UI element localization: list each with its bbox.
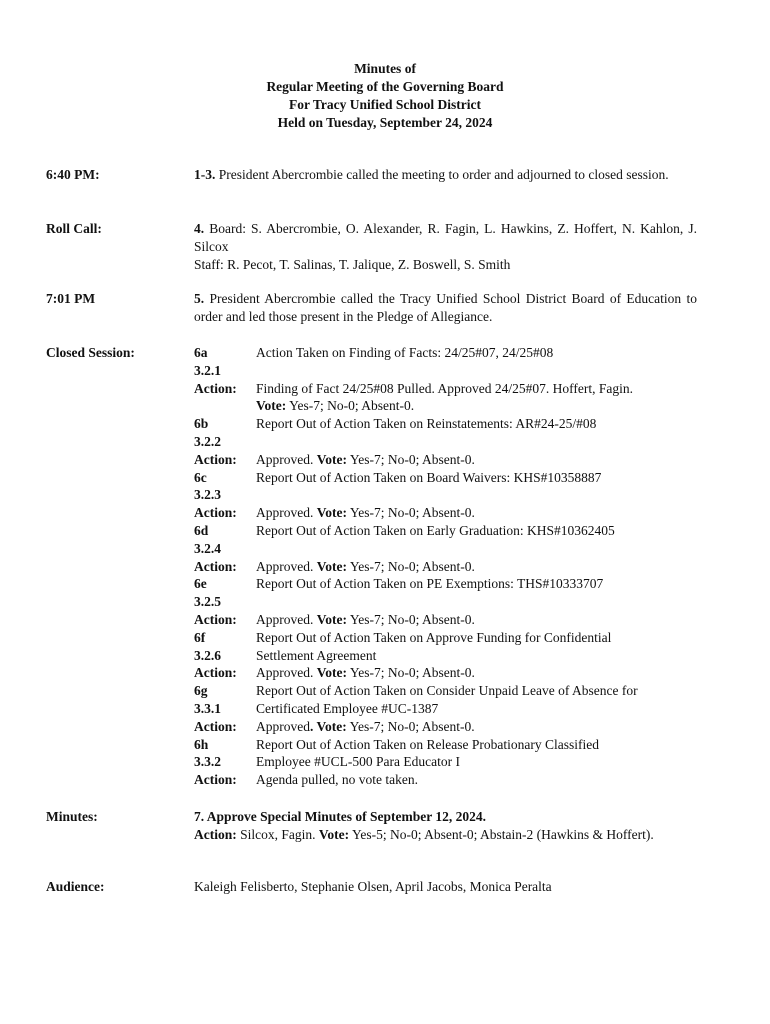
row-value — [256, 433, 697, 451]
section-label: Minutes: — [46, 809, 98, 824]
row-value — [256, 682, 697, 700]
row-value-text: Report Out of Action Taken on Release Probationary Classified — [256, 736, 599, 752]
row-value-text: Report Out of Action Taken on PE Exemptions: THS#10333707 — [256, 576, 604, 592]
row-key: 3.2.4 — [194, 540, 221, 556]
row-value-text: Finding of Fact 24/25#08 Pulled. Approved 24/25#07. Hoffert, Fagin. — [256, 380, 633, 396]
closed-session-row — [194, 469, 697, 487]
minutes-heading: 7. Approve Special Minutes of September 12, 2024. — [194, 809, 486, 824]
vote-label: Vote: — [256, 398, 287, 414]
row-key: Action: — [194, 505, 237, 521]
row-key: 6f — [194, 629, 206, 645]
vote-label: Vote: — [318, 827, 350, 842]
row-key: 3.2.5 — [194, 594, 221, 610]
row-value-text: Report Out of Action Taken on Board Waivers: KHS#10358887 — [256, 469, 602, 485]
row-value — [256, 380, 697, 398]
section-body — [194, 290, 697, 326]
row-key: 3.2.1 — [194, 362, 221, 378]
row-value-prefix: Approved. — [256, 505, 317, 521]
vote-label: Vote: — [316, 611, 347, 627]
item-text: President Abercrombie called the meeting to order and adjourned to closed session. — [215, 167, 669, 182]
document-title — [0, 60, 770, 132]
row-key: 6c — [194, 469, 207, 485]
closed-session-row — [194, 540, 697, 558]
row-value-text: Report Out of Action Taken on Approve Funding for Confidential — [256, 629, 612, 645]
row-value-text: Certificated Employee #UC-1387 — [256, 700, 439, 716]
section-body — [194, 166, 697, 184]
closed-session-row — [194, 397, 697, 415]
row-value — [256, 647, 697, 665]
row-value-text: Action Taken on Finding of Facts: 24/25#07, 24/25#08 — [256, 345, 554, 360]
row-key: Action: — [194, 665, 237, 681]
row-value-text: Yes-7; No-0; Absent-0. — [347, 505, 475, 521]
row-key: 6h — [194, 736, 209, 752]
action-label: Action: — [194, 827, 237, 842]
row-key: 6g — [194, 683, 208, 699]
item-number: 1-3. — [194, 167, 216, 182]
row-key: Action: — [194, 772, 237, 788]
action-text: Silcox, Fagin. — [236, 827, 319, 842]
section-label: 7:01 PM — [46, 291, 96, 306]
section-label: Closed Session: — [46, 345, 135, 360]
vote-label: Vote: — [316, 665, 347, 681]
row-value-text: Report Out of Action Taken on Early Graduation: KHS#10362405 — [256, 522, 615, 538]
row-key: Action: — [194, 380, 237, 396]
row-value-text: Agenda pulled, no vote taken. — [256, 772, 418, 788]
row-key: Action: — [194, 611, 237, 627]
row-key: 3.3.2 — [194, 754, 221, 770]
row-value-prefix: Approved. — [256, 451, 317, 467]
row-key: 6e — [194, 576, 207, 592]
row-value-text: Yes-7; No-0; Absent-0. — [347, 611, 475, 627]
closed-session-row — [194, 415, 697, 433]
row-key: Action: — [194, 558, 237, 574]
closed-session-row — [194, 344, 697, 362]
closed-session-row — [194, 647, 697, 665]
section-label: Audience: — [46, 879, 105, 894]
row-key: 6b — [194, 416, 209, 432]
row-key: 3.3.1 — [194, 700, 221, 716]
row-value — [256, 540, 697, 558]
row-value — [256, 344, 697, 362]
row-value-prefix: Approved. — [256, 558, 317, 574]
row-value — [256, 558, 697, 576]
row-value — [256, 611, 697, 629]
row-value — [256, 718, 697, 736]
vote-label: Vote: — [316, 451, 347, 467]
closed-session-row — [194, 593, 697, 611]
row-value-text: Yes-7; No-0; Absent-0. — [346, 718, 475, 734]
closed-session-row — [194, 771, 697, 789]
closed-session-row — [194, 682, 697, 700]
closed-session-row — [194, 486, 697, 504]
closed-session-row — [194, 504, 697, 522]
row-value — [256, 753, 697, 771]
row-key: 3.2.2 — [194, 433, 221, 449]
row-value-text: Employee #UCL-500 Para Educator I — [256, 754, 460, 770]
row-value-prefix: Approved — [256, 718, 310, 734]
row-value — [256, 397, 697, 415]
row-key: Action: — [194, 451, 237, 467]
row-value — [256, 771, 697, 789]
audience-list: Kaleigh Felisberto, Stephanie Olsen, April Jacobs, Monica Peralta — [194, 879, 552, 894]
row-value — [256, 700, 697, 718]
row-value-text: Report Out of Action Taken on Consider Unpaid Leave of Absence for — [256, 683, 638, 699]
closed-session-row — [194, 736, 697, 754]
vote-label: Vote: — [316, 558, 347, 574]
row-value-text: Yes-7; No-0; Absent-0. — [286, 398, 415, 414]
row-value — [256, 469, 697, 487]
row-value — [256, 664, 697, 682]
board-list: Board: S. Abercrombie, O. Alexander, R. Fagin, L. Hawkins, Z. Hoffert, N. Kahlon, J. Silcox — [194, 221, 697, 254]
closed-session-row — [194, 433, 697, 451]
section-label: Roll Call: — [46, 221, 102, 236]
item-text: President Abercrombie called the Tracy Unified School District Board of Education to order and led those present in the Pledge of Allegiance. — [194, 291, 697, 324]
row-key: 6a — [194, 345, 208, 360]
closed-session-row — [194, 451, 697, 469]
row-value — [256, 736, 697, 754]
row-key: 3.2.3 — [194, 487, 221, 503]
row-value-text: Settlement Agreement — [256, 647, 377, 663]
vote-text: Yes-5; No-0; Absent-0; Abstain-2 (Hawkins & Hoffert). — [349, 827, 654, 842]
closed-session-row — [194, 380, 697, 398]
item-number: 5. — [194, 291, 205, 306]
closed-session-row — [194, 664, 697, 682]
row-value-prefix: Approved. — [256, 611, 317, 627]
closed-session-row — [194, 753, 697, 771]
row-value-text: Yes-7; No-0; Absent-0. — [347, 558, 475, 574]
title-line-2: Regular Meeting of the Governing Board — [266, 79, 504, 94]
row-value-text: Yes-7; No-0; Absent-0. — [347, 451, 475, 467]
row-value-text: Yes-7; No-0; Absent-0. — [347, 665, 475, 681]
title-line-4: Held on Tuesday, September 24, 2024 — [277, 115, 493, 130]
closed-session-row — [194, 558, 697, 576]
vote-label: Vote: — [316, 505, 347, 521]
item-number: 4. — [194, 221, 205, 236]
row-key: 6d — [194, 522, 209, 538]
row-value — [256, 415, 697, 433]
section-label: 6:40 PM: — [46, 167, 100, 182]
row-value — [256, 593, 697, 611]
staff-list: Staff: R. Pecot, T. Salinas, T. Jalique, Z. Boswell, S. Smith — [194, 257, 511, 272]
row-value — [256, 362, 697, 380]
closed-session-row — [194, 362, 697, 380]
closed-session-row — [194, 575, 697, 593]
title-line-1: Minutes of — [354, 61, 416, 76]
row-key — [194, 397, 256, 415]
row-value — [256, 575, 697, 593]
row-value-prefix: Approved. — [256, 665, 317, 681]
row-value-text: Report Out of Action Taken on Reinstatements: AR#24-25/#08 — [256, 416, 597, 432]
closed-session-items — [194, 344, 697, 789]
closed-session-row — [194, 718, 697, 736]
row-value — [256, 522, 697, 540]
row-key: Action: — [194, 718, 237, 734]
row-value — [256, 504, 697, 522]
row-value — [256, 451, 697, 469]
closed-session-row — [194, 611, 697, 629]
row-value — [256, 629, 697, 647]
section-body — [194, 808, 697, 844]
title-line-3: For Tracy Unified School District — [289, 97, 481, 112]
closed-session-row — [194, 629, 697, 647]
row-key: 3.2.6 — [194, 647, 221, 663]
closed-session-row — [194, 522, 697, 540]
row-value — [256, 486, 697, 504]
vote-label: . Vote: — [310, 718, 347, 734]
closed-session-row — [194, 700, 697, 718]
section-body — [194, 220, 697, 274]
